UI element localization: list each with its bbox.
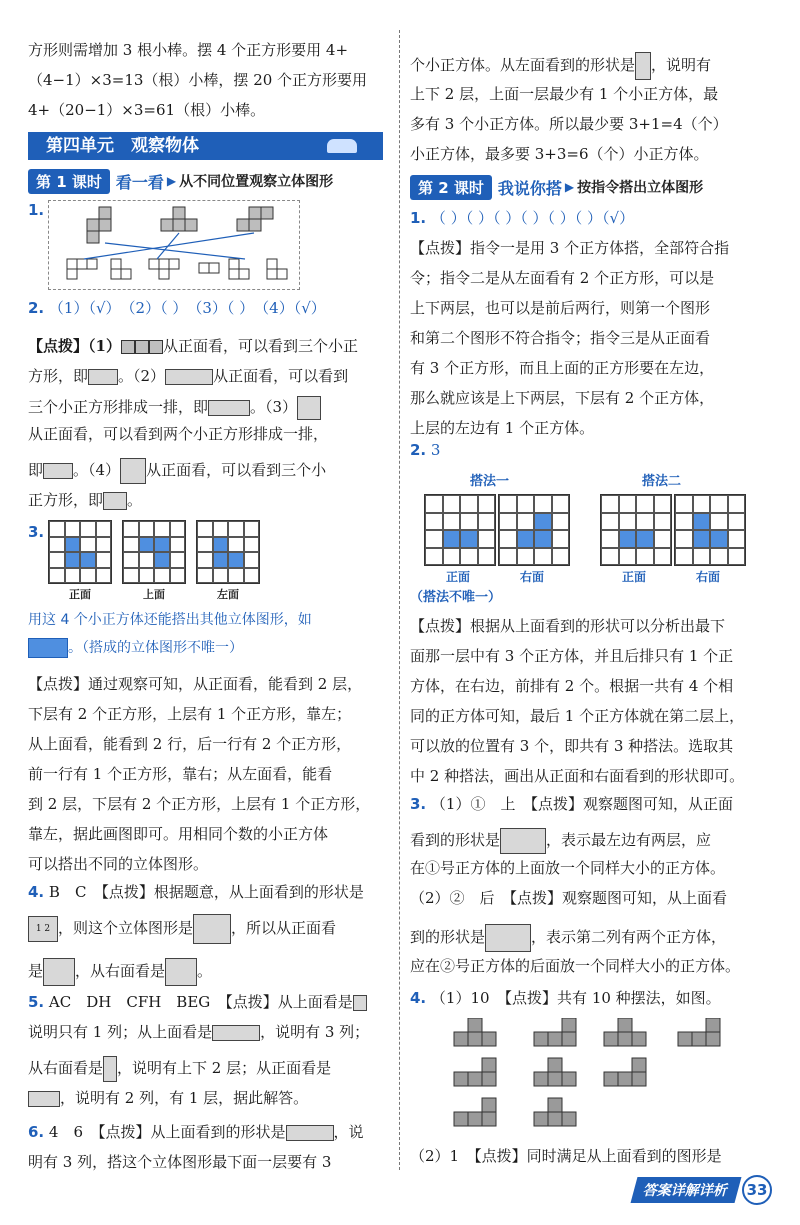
q2-answer: 3 xyxy=(430,441,441,459)
q3-grid-front xyxy=(48,520,112,584)
top-view-icon xyxy=(28,916,58,942)
lesson-tag: 第 2 课时 xyxy=(410,175,492,200)
q2-tip-line-6 xyxy=(28,490,142,510)
q3-tip-line-3: 从上面看，能看到 2 行，后一行有 2 个正方形， xyxy=(28,735,352,753)
q2-tip-line-5 xyxy=(28,458,326,484)
q4-text: B C 【点拨】根据题意，从上面看到的形状是 xyxy=(48,883,364,901)
q1-answer: （ ）（ ）（ ）（ ）（ ）（ ）（√） xyxy=(430,209,635,227)
page-number: 33 xyxy=(742,1175,772,1205)
left-view-icon xyxy=(635,52,651,80)
q1-tip-line-3: 上下两层，也可以是前后两行，则第一个图形 xyxy=(410,299,711,317)
q3-answer-line-2 xyxy=(28,638,243,658)
q3-line-3: 在①号正方体的上面放一个同样大小的正方体。 xyxy=(410,859,726,877)
q5-text: 从右面看是 xyxy=(28,1059,104,1077)
unit-title-text: 第四单元 观察物体 xyxy=(46,136,199,156)
tip-text: 从正面看，可以看到三个小正 xyxy=(162,337,358,355)
q1-tip-line-7: 上层的左边有 1 个正方体。 xyxy=(410,419,595,437)
q2-number: 2. xyxy=(28,299,45,317)
q3-text: （1）① 上 【点拨】观察题图可知，从正面 xyxy=(430,795,733,813)
answer-text: 。（搭成的立体图形不唯一） xyxy=(68,640,243,656)
q6-line-1 xyxy=(28,1122,364,1142)
q3-tip-line-4: 前一行有 1 个正方形，靠右；从左面看，能看 xyxy=(28,765,333,783)
solid-figure-icon xyxy=(193,914,231,944)
q3-tip-line-6: 靠左，据此画图即可。用相同个数的小正方体 xyxy=(28,825,329,843)
q6-number: 6. xyxy=(28,1123,45,1141)
lesson-1-header xyxy=(28,168,333,194)
q5-text: ，说明有 3 列； xyxy=(260,1023,370,1041)
top-view-icon xyxy=(212,1025,260,1041)
top-view-icon xyxy=(485,924,531,952)
q2-tip-line-2 xyxy=(28,366,348,386)
q5-text: 说明只有 1 列；从上面看是 xyxy=(28,1023,213,1041)
method-2-heading: 搭法二 xyxy=(642,474,682,489)
cont-line-3: 多有 3 个小正方体。所以最少要 3+1=4（个） xyxy=(410,115,728,133)
q2-tip-line-1: 【点拨】根据从上面看到的形状可以分析出最下 xyxy=(410,617,726,635)
caption-right-2: 右面 xyxy=(696,570,721,584)
q1-number: 1. xyxy=(410,209,427,227)
column-divider xyxy=(399,30,400,1170)
q1-tip-line-6: 那么就应该是上下两层，下层有 2 个正方体， xyxy=(410,389,715,407)
q2-answer: （1）（√） （2）（ ） （3）（ ） （4）（√） xyxy=(48,299,326,317)
q1-tip-line-1: 【点拨】指令一是用 3 个正方体搭，全部符合指 xyxy=(410,239,730,257)
method-1-right-grid xyxy=(498,494,570,566)
q3-text: 看到的形状是 xyxy=(410,831,501,849)
tip-text: 正方形，即 xyxy=(28,491,104,509)
q4-text: 是 xyxy=(28,962,44,980)
q4-line-3 xyxy=(28,958,212,986)
q4-line-1 xyxy=(410,988,721,1008)
tip-text: 。（4） xyxy=(73,461,121,479)
q4-text: ，从右面看是 xyxy=(75,962,166,980)
intro-line-1: 方形则需增加 3 根小棒。摆 4 个正方形要用 4+ xyxy=(28,41,349,59)
tip-text: 从正面看，可以看到 xyxy=(213,367,349,385)
q5-text: AC DH CFH BEG 【点拨】从上面看是 xyxy=(48,993,353,1011)
triangle-arrow-icon: ▶ xyxy=(564,180,575,194)
q3-tip-line-5: 到 2 层，下层有 2 个正方形，上层有 1 个正方形， xyxy=(28,795,371,813)
q3-line-5 xyxy=(410,924,726,952)
q5-line-4 xyxy=(28,1088,308,1108)
q3-grid-top xyxy=(122,520,186,584)
q2-tip-line-5: 可以放的位置有 3 个，即共有 3 种搭法。选取其 xyxy=(410,737,734,755)
tip-label: 【点拨】（1） xyxy=(28,337,121,355)
q4-last-line: （2）1 【点拨】同时满足从上面看到的图形是 xyxy=(410,1147,722,1165)
q2-tip-line-4: 同的正方体可知，最后 1 个正方体就在第二层上， xyxy=(410,707,745,725)
q4-number: 4. xyxy=(28,883,45,901)
q3-line-6: 应在②号正方体的后面放一个同样大小的正方体。 xyxy=(410,957,741,975)
solid-figure-icon xyxy=(297,396,321,420)
q1-number: 1. xyxy=(28,201,45,219)
front-view-icon xyxy=(28,1091,60,1107)
tip-text: 。 xyxy=(127,491,143,509)
q1-matching-figure xyxy=(48,200,300,290)
front-view-icon xyxy=(500,828,546,854)
tip-text: 即 xyxy=(28,461,44,479)
solid-figure-icon xyxy=(121,337,163,355)
q3-caption-front: 正面 xyxy=(69,588,91,601)
q2-tip-line-6: 中 2 种搭法，画出从正面和右面看到的形状即可。 xyxy=(410,767,745,785)
cont-line-4: 小正方体，最多要 3+3=6（个）小正方体。 xyxy=(410,145,709,163)
q3-text: ，表示第二列有两个正方体， xyxy=(531,928,727,946)
triangle-arrow-icon: ▶ xyxy=(166,174,177,188)
q3-answer-line-1: 用这 4 个小正方体还能搭出其他立体图形，如 xyxy=(28,612,312,628)
solid-figure-icon xyxy=(165,369,213,385)
tip-text: 三个小正方形排成一排，即 xyxy=(28,398,209,416)
front-view-icon xyxy=(43,958,75,986)
method-2-front-grid xyxy=(600,494,672,566)
cont-text: 个小正方体。从左面看到的形状是 xyxy=(410,56,636,74)
q6-text: ，说 xyxy=(333,1123,364,1141)
q3-tip-line-1: 【点拨】通过观察可知，从正面看，能看到 2 层， xyxy=(28,675,363,693)
q6-line-2: 明有 3 列，搭这个立体图形最下面一层要有 3 xyxy=(28,1153,332,1171)
q3-line-1 xyxy=(410,794,733,814)
solid-figure-icon xyxy=(28,638,68,658)
q5-line-2 xyxy=(28,1022,369,1042)
top-view-icon xyxy=(286,1125,334,1141)
q2-answer-line xyxy=(28,298,326,318)
tip-text: 方形，即 xyxy=(28,367,89,385)
method-1-front-grid xyxy=(424,494,496,566)
lesson-2-header xyxy=(410,174,703,200)
q3-text: ，表示最左边有两层，应 xyxy=(546,831,712,849)
q4-number: 4. xyxy=(410,989,427,1007)
q1-tip-line-5: 有 3 个正方形，而且上面的正方形要在左边， xyxy=(410,359,715,377)
lesson-subtitle: 从不同位置观察立体图形 xyxy=(179,174,334,190)
right-view-icon xyxy=(165,958,197,986)
lesson-tag: 第 1 课时 xyxy=(28,169,110,194)
intro-line-2: （4−1）×3=13（根）小棒，摆 20 个正方形要用 xyxy=(28,71,368,89)
tip-text: 从正面看，可以看到三个小 xyxy=(146,461,327,479)
car-icon xyxy=(327,139,357,153)
right-view-icon xyxy=(103,1056,117,1082)
solid-figure-icon xyxy=(120,458,146,484)
q4-arrangements-figure xyxy=(450,1018,750,1138)
q3-tip-line-7: 可以搭出不同的立体图形。 xyxy=(28,855,209,873)
footer-label: 答案详解详析 xyxy=(631,1177,742,1203)
top-view-numbers: 1 2 xyxy=(35,924,51,934)
front-view-icon xyxy=(103,492,127,510)
lesson-title: 看一看 xyxy=(115,172,164,192)
q4-text: ，则这个立体图形是 xyxy=(58,919,194,937)
q3-text: 到的形状是 xyxy=(410,928,486,946)
q4-text: （1）10 【点拨】共有 10 种摆法，如图。 xyxy=(430,989,721,1007)
tip-text: 。（3） xyxy=(250,398,298,416)
lesson-subtitle: 按指令搭出立体图形 xyxy=(577,180,704,196)
cont-text: ，说明有 xyxy=(651,56,712,74)
method-2-right-grid xyxy=(674,494,746,566)
unit-title xyxy=(28,132,383,160)
caption-front-2: 正面 xyxy=(622,570,647,584)
tip-text: 。（2） xyxy=(118,367,166,385)
q3-line-4: （2）② 后 【点拨】观察题图可知，从上面看 xyxy=(410,889,728,907)
q4-line-2 xyxy=(28,914,336,944)
intro-line-3: 4+（20−1）×3=61（根）小棒。 xyxy=(28,101,266,119)
q3-tip-line-2: 下层有 2 个正方形，上层有 1 个正方形，靠左； xyxy=(28,705,352,723)
q5-text: ，说明有 2 列，有 1 层，据此解答。 xyxy=(60,1089,309,1107)
q5-line-1 xyxy=(28,992,367,1012)
q3-caption-top: 上面 xyxy=(143,588,165,601)
caption-front-1: 正面 xyxy=(446,570,471,584)
q2-tip-line-3: 方体，在右边，前排有 2 个。根据一共有 4 个相 xyxy=(410,677,734,695)
caption-right-1: 右面 xyxy=(520,570,545,584)
front-view-icon xyxy=(43,463,73,479)
method-1-heading: 搭法一 xyxy=(470,474,510,489)
cont-line-1 xyxy=(410,52,711,80)
q3-number: 3. xyxy=(410,795,427,813)
q1-answer-line xyxy=(410,208,634,228)
q5-number: 5. xyxy=(28,993,45,1011)
q3-number: 3. xyxy=(28,523,45,541)
q4-text: ，所以从正面看 xyxy=(231,919,337,937)
q1-tip-line-4: 和第二个图形不符合指令；指令三是从正面看 xyxy=(410,329,711,347)
q4-text: 。 xyxy=(197,962,213,980)
q2-note: （搭法不唯一） xyxy=(410,590,502,605)
q2-tip-line-2: 面那一层中有 3 个正方体，并且后排只有 1 个正 xyxy=(410,647,734,665)
q5-line-3 xyxy=(28,1056,331,1082)
q2-tip-line-1 xyxy=(28,336,358,356)
front-view-icon xyxy=(208,400,250,416)
q4-line-1 xyxy=(28,882,364,902)
matching-lines-svg xyxy=(49,201,299,289)
q2-tip-line-4: 从正面看，可以看到两个小正方形排成一排， xyxy=(28,425,329,443)
q3-grid-left xyxy=(196,520,260,584)
q5-text: ，说明有上下 2 层；从正面看是 xyxy=(117,1059,332,1077)
q1-tip-line-2: 令；指令二是从左面看有 2 个正方形，可以是 xyxy=(410,269,715,287)
q3-line-2 xyxy=(410,828,711,854)
lesson-title: 我说你搭 xyxy=(497,178,562,198)
q3-caption-left: 左面 xyxy=(217,588,239,601)
cont-line-2: 上下 2 层，上面一层最少有 1 个小正方体，最 xyxy=(410,85,719,103)
q2-answer-line xyxy=(410,440,440,460)
front-view-icon xyxy=(88,369,118,385)
footer xyxy=(634,1175,772,1205)
top-view-icon xyxy=(353,995,367,1011)
q2-number: 2. xyxy=(410,441,427,459)
q6-text: 4 6 【点拨】从上面看到的形状是 xyxy=(48,1123,286,1141)
q2-tip-line-3 xyxy=(28,396,321,420)
